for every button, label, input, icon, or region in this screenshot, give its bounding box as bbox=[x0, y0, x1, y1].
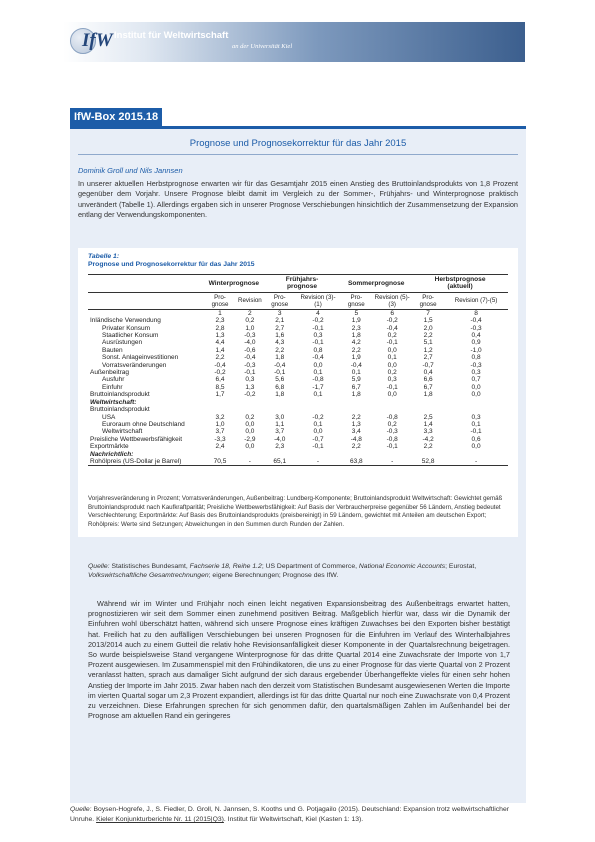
source-italic: National Economic Accounts bbox=[358, 563, 446, 570]
cell-value: 5,6 bbox=[275, 376, 285, 384]
cell-value: 0,0 bbox=[387, 391, 397, 399]
cell-value bbox=[236, 406, 264, 413]
cell-value: -4,2 bbox=[422, 435, 434, 443]
cell-value: 0,3 bbox=[471, 413, 481, 421]
table-row bbox=[88, 391, 508, 398]
cell-value: 70,5 bbox=[204, 458, 236, 466]
cell-value: - bbox=[372, 458, 412, 466]
row-label: Weltwirtschaft: bbox=[90, 398, 137, 406]
cell-value: 0,4 bbox=[423, 369, 433, 377]
cell-value: 6,6 bbox=[423, 376, 433, 384]
cell-value: 0,0 bbox=[245, 428, 255, 436]
table-source bbox=[88, 562, 510, 580]
cell-value: 3,4 bbox=[351, 428, 361, 436]
subheader: Pro-gnose bbox=[204, 292, 236, 309]
row-label: Ausfuhr bbox=[102, 376, 125, 384]
cell-value: -0,3 bbox=[470, 324, 482, 332]
cell-value: -0,1 bbox=[386, 443, 398, 451]
cell-value: - bbox=[444, 458, 508, 466]
cell-value: -0,4 bbox=[350, 361, 362, 369]
cell-value: -0,2 bbox=[312, 413, 324, 421]
cell-value: 1,9 bbox=[351, 317, 361, 325]
group-header: Herbstprognose (aktuell) bbox=[412, 275, 508, 293]
cell-value: -1,0 bbox=[470, 346, 482, 354]
cell-value: -0,8 bbox=[386, 413, 398, 421]
cell-value: 2,7 bbox=[423, 354, 433, 362]
row-label: Weltwirtschaft bbox=[102, 428, 143, 436]
cell-value: 0,3 bbox=[387, 376, 397, 384]
table-row bbox=[88, 347, 508, 354]
cell-value: -0,1 bbox=[312, 339, 324, 347]
group-header: Sommerprognose bbox=[340, 275, 412, 293]
row-label: Bauten bbox=[102, 346, 123, 354]
cell-value: -0,1 bbox=[386, 383, 398, 391]
cell-value bbox=[204, 451, 236, 458]
cell-value: 0,2 bbox=[245, 413, 255, 421]
cell-value: 4,4 bbox=[215, 339, 225, 347]
cell-value: 2,1 bbox=[275, 317, 285, 325]
cell-value: -0,2 bbox=[214, 369, 226, 377]
table-row bbox=[88, 369, 508, 376]
cell-value: 0,0 bbox=[313, 428, 323, 436]
cell-value: 2,5 bbox=[423, 413, 433, 421]
cell-value: 2,3 bbox=[215, 317, 225, 325]
cell-value bbox=[204, 406, 236, 413]
cell-value: 2,2 bbox=[351, 346, 361, 354]
cell-value: -0,4 bbox=[274, 361, 286, 369]
cell-value: 65,1 bbox=[264, 458, 296, 466]
row-label: Privater Konsum bbox=[102, 324, 151, 332]
table-row bbox=[88, 399, 508, 406]
row-label: Außenbeitrag bbox=[90, 369, 130, 377]
row-label: Nachrichtlich: bbox=[90, 450, 134, 458]
page-source bbox=[70, 805, 530, 825]
cell-value: 0,0 bbox=[471, 383, 481, 391]
subheader: Pro-gnose bbox=[264, 292, 296, 309]
cell-value: -0,4 bbox=[386, 324, 398, 332]
cell-value: 0,0 bbox=[313, 361, 323, 369]
cell-value: 1,0 bbox=[215, 420, 225, 428]
column-number: 4 bbox=[296, 309, 341, 317]
source-italic: Fachserie 18, Reihe 1.2 bbox=[189, 563, 262, 570]
table-row bbox=[88, 332, 508, 339]
cell-value: -0,1 bbox=[274, 369, 286, 377]
cell-value: 0,1 bbox=[313, 369, 323, 377]
cell-value: -0,1 bbox=[312, 443, 324, 451]
forecast-table bbox=[88, 274, 508, 466]
table-row bbox=[88, 406, 508, 413]
table-group-header bbox=[88, 275, 508, 293]
cell-value: -0,4 bbox=[244, 354, 256, 362]
cell-value: 0,1 bbox=[387, 354, 397, 362]
cell-value bbox=[444, 399, 508, 406]
row-label: Exportmärkte bbox=[90, 443, 129, 451]
cell-value: 5,1 bbox=[423, 339, 433, 347]
cell-value: 0,1 bbox=[351, 369, 361, 377]
cell-value: 8,5 bbox=[215, 383, 225, 391]
cell-value bbox=[444, 406, 508, 413]
cell-value: 0,0 bbox=[471, 443, 481, 451]
cell-value: 6,7 bbox=[351, 383, 361, 391]
cell-value: 2,3 bbox=[275, 443, 285, 451]
cell-value: 1,3 bbox=[215, 332, 225, 340]
cell-value bbox=[372, 406, 412, 413]
cell-value: 2,8 bbox=[215, 324, 225, 332]
body-paragraph: Während wir im Winter und Frühjahr noch einen leicht negativen Expansionsbeitrag des Außenbeitrags erwartet hatten, prognostizieren wir seit dem Sommer einen zunehmend positiven Beitrag. Maßgeblich hierfür war, dass wir die Dynamik der Einfuhren wohl überschätzt hatten, während sich unsere Prognose eines kräftigen Zuwachses bei den Exporten bisher bestätigt hat. Freilich hat zu den auffälligen Verschiebungen bei unseren Prognosen für die Einfuhren im Verlauf des Winterhalbjahres 2013/2014 auch zu einem Gutteil die relativ hohe Revisionsanfälligkeit dieser Komponente in der Quartalsrechnung beigetragen. So wurde beispielsweise Stand vergangene Winterprognose für das dritte Quartal 2014 eine Zuwachsrate der Importe von 1,7 Prozent ausgewiesen. Im Zusammenspiel mit den Frühindikatoren, die uns zu einer Prognose für das vierte Quartal von 2 Prozent veranlasst hatten, sprach aus damaliger Sicht aufgrund der sich daraus ergebender Überhangeffekte vieles für einen sehr hohen Anstieg der Importe im Jahr 2015. Zwar haben nach den derzeit vom Statistischen Bundesamt ausgewiesenen Werten die Importe im vierten Quartal sogar um 2,3 Prozent expandiert, allerdings ist für das dritte Quartal nur noch eine Zuwachsrate von 0,4 Prozent zu verzeichnen. Diese Erfahrungen sprechen für sich genommen dafür, den quartalsmäßigen Zahlen im Außenhandel bei der Prognose am aktuellen Rand ein geringeres bbox=[88, 599, 510, 721]
cell-value bbox=[412, 406, 444, 413]
cell-value: 63,8 bbox=[340, 458, 372, 466]
cell-value bbox=[236, 399, 264, 406]
cell-value: -0,1 bbox=[470, 428, 482, 436]
source-text: Boysen-Hogrefe, J., S. Fiedler, D. Groll, N. Jannsen, S. Kooths und G. Potjagailo (2015). Deutschland: Expansion trotz weltwirtschaftlicher Unruhe. bbox=[70, 806, 510, 823]
cell-value: -0,7 bbox=[422, 361, 434, 369]
table-row bbox=[88, 443, 508, 450]
cell-value: 1,8 bbox=[423, 391, 433, 399]
cell-value: -0,7 bbox=[312, 435, 324, 443]
cell-value: 2,0 bbox=[423, 324, 433, 332]
cell-value: 0,1 bbox=[313, 420, 323, 428]
cell-value: 4,3 bbox=[275, 339, 285, 347]
cell-value: 2,4 bbox=[215, 443, 225, 451]
cell-value bbox=[236, 451, 264, 458]
cell-value: 0,0 bbox=[245, 420, 255, 428]
cell-value: 1,7 bbox=[215, 391, 225, 399]
institute-name: Institut für Weltwirtschaft bbox=[114, 30, 229, 41]
cell-value: -0,8 bbox=[386, 435, 398, 443]
cell-value: 2,2 bbox=[423, 443, 433, 451]
cell-value: 2,2 bbox=[275, 346, 285, 354]
cell-value: 3,7 bbox=[215, 428, 225, 436]
cell-value bbox=[372, 451, 412, 458]
cell-value: -4,0 bbox=[274, 435, 286, 443]
report-link[interactable]: Kieler Konjunkturberichte Nr. 11 (2015|Q3) bbox=[96, 816, 224, 823]
cell-value: 0,1 bbox=[471, 420, 481, 428]
column-number: 8 bbox=[444, 309, 508, 317]
cell-value: 0,4 bbox=[471, 332, 481, 340]
cell-value: -0,8 bbox=[312, 376, 324, 384]
table-row bbox=[88, 428, 508, 435]
table-row bbox=[88, 339, 508, 346]
cell-value: -1,7 bbox=[312, 383, 324, 391]
row-label: Sonst. Anlageinvestitionen bbox=[102, 354, 179, 362]
cell-value bbox=[264, 451, 296, 458]
intro-paragraph: In unserer aktuellen Herbstprognose erwarten wir für das Gesamtjahr 2015 einen Anstieg des Bruttoinlandsprodukts von 1,8 Prozent gegenüber dem Vorjahr. Unsere Prognose bleibt damit im Vergleich zu der Sommer-, Frühjahrs- und Winterprognose praktisch unverändert (Tabelle 1). Allerdings ergaben sich in unserer Prognose Verschiebungen hinsichtlich der Zusammensetzung der Expansion entlang der Verwendungskomponenten. bbox=[78, 179, 518, 220]
cell-value: 2,2 bbox=[351, 413, 361, 421]
cell-value: 0,2 bbox=[245, 317, 255, 325]
row-label: Inländische Verwendung bbox=[90, 317, 161, 325]
cell-value: -0,6 bbox=[244, 346, 256, 354]
institute-subtitle: an der Universität Kiel bbox=[232, 43, 293, 50]
table-row bbox=[88, 362, 508, 369]
cell-value: -0,4 bbox=[214, 361, 226, 369]
row-label: Vorratsveränderungen bbox=[102, 361, 167, 369]
cell-value: -0,3 bbox=[470, 361, 482, 369]
cell-value: 1,6 bbox=[275, 332, 285, 340]
cell-value: -0,2 bbox=[312, 317, 324, 325]
table-body bbox=[88, 317, 508, 466]
table-row bbox=[88, 421, 508, 428]
cell-value: -0,1 bbox=[312, 324, 324, 332]
cell-value bbox=[296, 399, 341, 406]
cell-value: 3,2 bbox=[215, 413, 225, 421]
cell-value: -0,3 bbox=[386, 428, 398, 436]
row-label: USA bbox=[102, 413, 116, 421]
cell-value: 0,1 bbox=[313, 391, 323, 399]
table-row bbox=[88, 451, 508, 458]
row-label: Bruttoinlandsprodukt bbox=[90, 391, 150, 399]
ifw-logo bbox=[70, 26, 113, 56]
table-row bbox=[88, 354, 508, 361]
cell-value: 1,8 bbox=[351, 391, 361, 399]
table-subheader bbox=[88, 292, 508, 309]
cell-value: -0,1 bbox=[244, 369, 256, 377]
cell-value: 2,2 bbox=[351, 443, 361, 451]
table-container bbox=[78, 248, 518, 537]
cell-value: 0,7 bbox=[471, 376, 481, 384]
authors: Dominik Groll und Nils Jannsen bbox=[78, 166, 183, 175]
cell-value bbox=[340, 406, 372, 413]
table-row bbox=[88, 325, 508, 332]
cell-value: -0,3 bbox=[244, 332, 256, 340]
cell-value: 0,2 bbox=[387, 420, 397, 428]
cell-value: 0,6 bbox=[471, 435, 481, 443]
cell-value: 1,3 bbox=[245, 383, 255, 391]
cell-value: -0,1 bbox=[386, 339, 398, 347]
cell-value: 1,3 bbox=[351, 420, 361, 428]
cell-value: -3,3 bbox=[214, 435, 226, 443]
cell-value bbox=[264, 406, 296, 413]
cell-value: -0,4 bbox=[470, 317, 482, 325]
cell-value: 2,7 bbox=[275, 324, 285, 332]
table-row bbox=[88, 436, 508, 443]
cell-value bbox=[444, 451, 508, 458]
logo-text: IfW bbox=[82, 30, 113, 51]
cell-value: 0,2 bbox=[387, 332, 397, 340]
cell-value: 6,4 bbox=[215, 376, 225, 384]
box-label: IfW-Box 2015.18 bbox=[70, 108, 162, 126]
table-row bbox=[88, 317, 508, 324]
cell-value: 52,8 bbox=[412, 458, 444, 466]
cell-value: 0,8 bbox=[313, 346, 323, 354]
cell-value: 1,2 bbox=[423, 346, 433, 354]
source-text: Statistisches Bundesamt, bbox=[111, 563, 188, 570]
cell-value: 3,7 bbox=[275, 428, 285, 436]
cell-value bbox=[296, 406, 341, 413]
cell-value: 0,8 bbox=[471, 354, 481, 362]
table-row bbox=[88, 376, 508, 383]
cell-value: -4,8 bbox=[350, 435, 362, 443]
cell-value: -2,9 bbox=[244, 435, 256, 443]
cell-value: 1,8 bbox=[351, 332, 361, 340]
subheader: Revision bbox=[236, 292, 264, 309]
row-label: Rohölpreis (US-Dollar je Barrel) bbox=[88, 458, 204, 466]
cell-value: 0,2 bbox=[387, 369, 397, 377]
cell-value: -0,3 bbox=[244, 361, 256, 369]
cell-value: 0,0 bbox=[471, 391, 481, 399]
group-header: Frühjahrs-prognose bbox=[264, 275, 341, 293]
cell-value: 1,8 bbox=[275, 391, 285, 399]
cell-value bbox=[372, 399, 412, 406]
cell-value: 1,9 bbox=[351, 354, 361, 362]
cell-value: 1,4 bbox=[423, 420, 433, 428]
cell-value: - bbox=[236, 458, 264, 466]
subheader: Pro-gnose bbox=[412, 292, 444, 309]
cell-value: 2,2 bbox=[215, 354, 225, 362]
cell-value: 0,3 bbox=[471, 369, 481, 377]
table-row bbox=[88, 384, 508, 391]
table-note: Vorjahresveränderung in Prozent; Vorratsveränderungen, Außenbeitrag: Lundberg-Komponente; Bruttoinlandsprodukt Weltwirtschaft: Gewichtet gemäß Bruttoinlandsprodukt nach Kaufkraftparität; Preisliche Wettbewerbsfähigkeit: Auf Basis der Verbraucherpreise gegenüber 56 Ländern, Anstieg bedeutet Verschlechterung; Exportmärkte: Auf Basis des Bruttoinlandsprodukts (preisbereinigt) in 59 Ländern, gewichtet mit Anteilen am deutschen Export; Rohölpreis: Werte sind Setzungen; Abweichungen in den Summen durch Runden der Zahlen. bbox=[88, 495, 503, 528]
column-number: 3 bbox=[264, 309, 296, 317]
header-banner bbox=[63, 22, 525, 62]
cell-value: 1,5 bbox=[423, 317, 433, 325]
cell-value: -0,4 bbox=[312, 354, 324, 362]
cell-value: 0,0 bbox=[245, 443, 255, 451]
cell-value: 4,2 bbox=[351, 339, 361, 347]
cell-value: 2,2 bbox=[423, 332, 433, 340]
row-label: Einfuhr bbox=[102, 383, 123, 391]
cell-value: -4,0 bbox=[244, 339, 256, 347]
source-label: Quelle: bbox=[88, 563, 110, 570]
row-label: Staatlicher Konsum bbox=[102, 332, 159, 340]
cell-value bbox=[340, 451, 372, 458]
subheader: Revision (5)-(3) bbox=[372, 292, 412, 309]
table-column-numbers bbox=[88, 309, 508, 317]
box-panel bbox=[70, 126, 526, 803]
cell-value: 0,0 bbox=[387, 346, 397, 354]
cell-value: 3,0 bbox=[275, 413, 285, 421]
cell-value: - bbox=[296, 458, 341, 466]
source-text: . Institut für Weltwirtschaft, Kiel (Kasten 1: 13). bbox=[223, 816, 364, 823]
cell-value: 0,3 bbox=[245, 376, 255, 384]
subheader: Pro-gnose bbox=[340, 292, 372, 309]
column-number: 7 bbox=[412, 309, 444, 317]
table-row bbox=[88, 414, 508, 421]
cell-value: 1,0 bbox=[245, 324, 255, 332]
table-caption-title: Prognose und Prognosekorrektur für das Jahr 2015 bbox=[88, 261, 255, 268]
column-number: 5 bbox=[340, 309, 372, 317]
cell-value: 6,8 bbox=[275, 383, 285, 391]
table-row bbox=[88, 458, 508, 466]
cell-value: -0,2 bbox=[244, 391, 256, 399]
source-text: ; US Department of Commerce, bbox=[261, 563, 357, 570]
cell-value bbox=[264, 399, 296, 406]
cell-value bbox=[204, 399, 236, 406]
cell-value bbox=[412, 399, 444, 406]
table-caption-number: Tabelle 1: bbox=[88, 253, 120, 260]
row-label: Ausrüstungen bbox=[102, 339, 143, 347]
source-label: Quelle: bbox=[70, 806, 92, 813]
cell-value: 1,1 bbox=[275, 420, 285, 428]
cell-value: 6,7 bbox=[423, 383, 433, 391]
cell-value bbox=[296, 451, 341, 458]
cell-value: 3,3 bbox=[423, 428, 433, 436]
subheader: Revision (7)-(5) bbox=[444, 292, 508, 309]
cell-value: 0,0 bbox=[387, 361, 397, 369]
source-italic: Volkswirtschaftliche Gesamtrechnungen bbox=[88, 572, 209, 579]
cell-value: 1,4 bbox=[215, 346, 225, 354]
cell-value: 2,3 bbox=[351, 324, 361, 332]
source-text: ; eigene Berechnungen; Prognose des IfW. bbox=[208, 572, 339, 579]
row-label: Euroraum ohne Deutschland bbox=[102, 420, 185, 428]
cell-value bbox=[412, 451, 444, 458]
source-text: ; Eurostat, bbox=[445, 563, 477, 570]
cell-value: 0,9 bbox=[471, 339, 481, 347]
column-number: 1 bbox=[204, 309, 236, 317]
cell-value bbox=[340, 399, 372, 406]
subheader: Revision (3)-(1) bbox=[296, 292, 341, 309]
cell-value: -0,2 bbox=[386, 317, 398, 325]
cell-value: 5,9 bbox=[351, 376, 361, 384]
box-title: Prognose und Prognosekorrektur für das Jahr 2015 bbox=[78, 138, 518, 155]
cell-value: 1,8 bbox=[275, 354, 285, 362]
row-label: Preisliche Wettbewerbsfähigkeit bbox=[90, 435, 183, 443]
cell-value: 0,3 bbox=[313, 332, 323, 340]
row-label: Bruttoinlandsprodukt bbox=[90, 406, 150, 414]
column-number: 6 bbox=[372, 309, 412, 317]
column-number: 2 bbox=[236, 309, 264, 317]
group-header: Winterprognose bbox=[204, 275, 264, 293]
